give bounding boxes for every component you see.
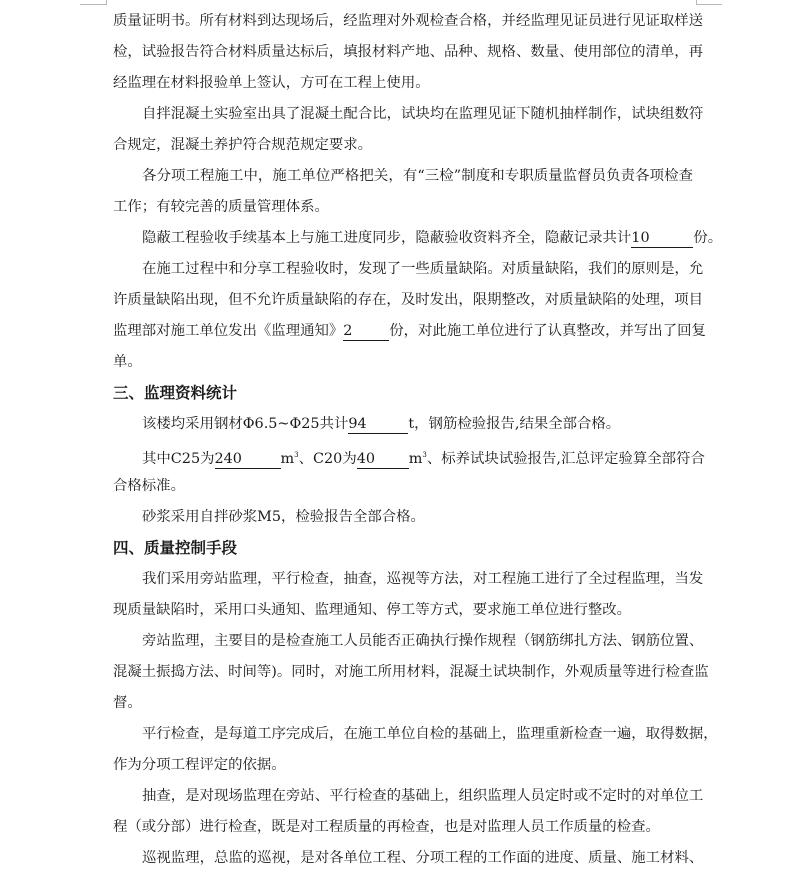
crop-mark-top-left-vertical [106,0,107,5]
paragraph-line: 作为分项工程评定的依据。 [113,757,286,773]
paragraph-line: 巡视监理，总监的巡视，是对各单位工程、分项工程的工作面的进度、质量、施工材料、 [142,850,704,866]
paragraph-line: 在施工过程中和分享工程验收时，发现了一些质量缺陷。对质量缺陷，我们的原则是，允 [142,261,704,277]
text-span: 该楼均采用钢材Φ6.5~Φ25共计 [142,416,349,432]
text-span: 、标养试块试验报告,汇总评定验算全部符合 [426,451,705,467]
paragraph-line: 旁站监理，主要目的是检查施工人员能否正确执行操作规程（钢筋绑扎方法、钢筋位置、 [142,633,704,649]
text-span: 份，对此施工单位进行了认真整改，并写出了回复 [389,323,706,339]
concealed-record-count: 10 [631,229,693,248]
paragraph-line: 质量证明书。所有材料到达现场后，经监理对外观检查合格，并经监理见证员进行见证取样送 [113,13,704,29]
paragraph-line: 经监理在材料报验单上签认，方可在工程上使用。 [113,75,430,91]
paragraph-line: 程（或分部）进行检查，既是对工程质量的再检查，也是对监理人员工作质量的检查。 [113,819,660,835]
paragraph-line: 合规定，混凝土养护符合规范规定要求。 [113,137,373,153]
paragraph-line-notices [113,316,706,347]
paragraph-line: 单。 [113,354,142,370]
section-heading-3: 三、监理资料统计 [113,384,238,402]
section-heading-4: 四、质量控制手段 [113,539,238,557]
unit: m [408,451,423,467]
c20-volume: 40 [357,450,409,469]
text-span: 份。 [693,230,723,246]
paragraph-line: 我们采用旁站监理，平行检查，抽查，巡视等方法，对工程施工进行了全过程监理，当发 [142,571,704,587]
unit: m [280,451,295,467]
paragraph-line: 工作；有较完善的质量管理体系。 [113,199,329,215]
paragraph-line: 自拌混凝土实验室出具了混凝土配合比，试块均在监理见证下随机抽样制作，试块组数符 [142,106,704,122]
paragraph-line-concrete [113,440,705,471]
crop-mark-top-right [696,4,722,5]
unit-superscript: 3 [422,451,427,459]
paragraph-line: 许质量缺陷出现，但不允许质量缺陷的存在，及时发出，限期整改，对质量缺陷的处理，项目 [113,292,704,308]
text-span: 其中C25为 [142,451,215,467]
paragraph-line: 混凝土振捣方法、时间等)。同时，对施工所用材料，混凝土试块制作，外观质量等进行检查监 [113,664,709,680]
c25-volume: 240 [215,450,281,469]
paragraph-line: 现质量缺陷时，采用口头通知、监理通知、停工等方式，要求施工单位进行整改。 [113,602,632,618]
paragraph-line: 合格标准。 [113,478,185,494]
crop-mark-top-right-vertical [696,0,697,5]
paragraph-line: 砂浆采用自拌砂浆M5，检验报告全部合格。 [142,509,425,525]
paragraph-line-concealed-records [113,223,723,254]
steel-tonnage: 94 [348,415,408,434]
paragraph-line-steel [113,409,693,440]
text-span: 、C20为 [298,451,357,467]
paragraph-line: 平行检查，是每道工序完成后，在施工单位自检的基础上，监理重新检查一遍，取得数据， [142,726,718,742]
paragraph-line: 抽查，是对现场监理在旁站、平行检查的基础上，组织监理人员定时或不定时的对单位工 [142,788,704,804]
crop-mark-top-left [80,4,106,5]
paragraph-line: 督。 [113,695,142,711]
text-span: 监理部对施工单位发出《监理通知》 [113,323,344,339]
text-span: 隐蔽工程验收手续基本上与施工进度同步，隐蔽验收资料齐全，隐蔽记录共计 [142,230,632,246]
unit-superscript: 3 [294,451,299,459]
paragraph-line: 检，试验报告符合材料质量达标后，填报材料产地、品种、规格、数量、使用部位的清单，再 [113,44,704,60]
text-span: t，钢筋检验报告,结果全部合格。 [408,416,621,432]
paragraph-line: 各分项工程施工中，施工单位严格把关，有“三检”制度和专职质量监督员负责各项检查 [142,168,693,184]
notice-count: 2 [343,322,389,341]
document-body [113,6,723,874]
